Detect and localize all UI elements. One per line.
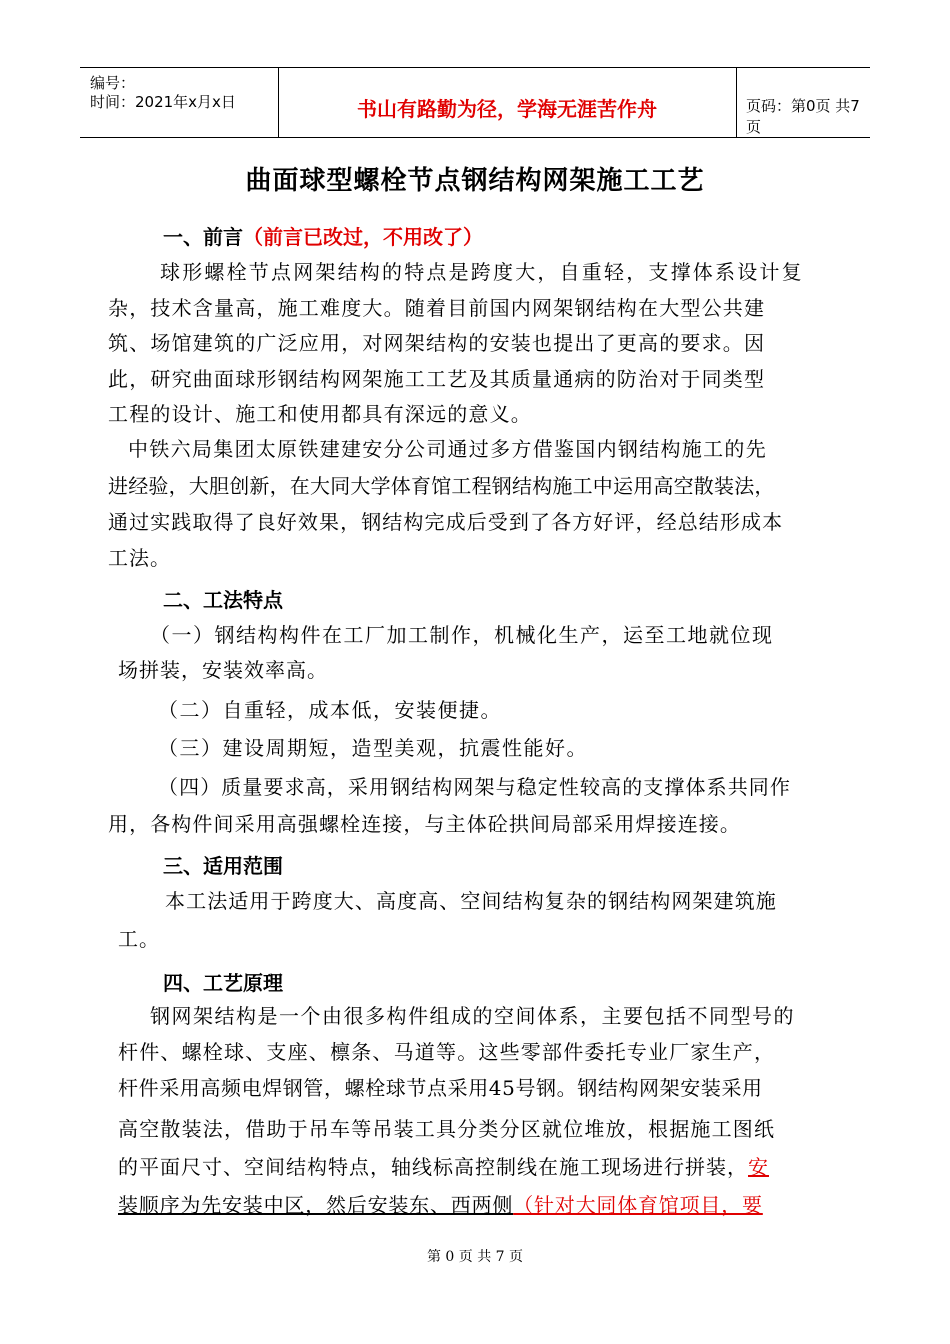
- section-heading-principle: 四、工艺原理: [163, 971, 283, 995]
- line-text: 的平面尺寸、空间结构特点，轴线标高控制线在施工现场进行拼装，: [118, 1155, 748, 1179]
- header-motto-cell: [278, 68, 737, 137]
- paragraph-line: （二）自重轻，成本低，安装便捷。: [158, 698, 502, 722]
- header-page-info: 页码：第0页 共7页: [746, 97, 860, 136]
- paragraph-line: 筑、场馆建筑的广泛应用，对网架结构的安装也提出了更高的要求。因: [108, 331, 766, 355]
- paragraph-line: 高空散装法，借助于吊车等吊装工具分类分区就位堆放，根据施工图纸: [118, 1117, 776, 1141]
- header-page-cell: [736, 68, 870, 137]
- paragraph-line: （四）质量要求高，采用钢结构网架与稳定性较高的支撑体系共同作: [158, 775, 791, 799]
- paragraph-line: 场拼装，安装效率高。: [118, 658, 328, 682]
- section-heading-intro: [163, 221, 483, 250]
- paragraph-line: 工法。: [108, 546, 171, 570]
- time-label: 时间：2021年x月x日: [90, 93, 236, 111]
- paragraph-line: 进经验，大胆创新，在大同大学体育馆工程钢结构施工中运用高空散装法，: [108, 474, 775, 498]
- paragraph-line: 工程的设计、施工和使用都具有深远的意义。: [108, 402, 532, 426]
- section-note: （前言已改过，不用改了）: [243, 225, 483, 249]
- highlighted-text: 安: [748, 1155, 769, 1179]
- paragraph-line: 中铁六局集团太原铁建建安分公司通过多方借鉴国内钢结构施工的先: [128, 437, 767, 461]
- page-footer: 第 0 页 共 7 页: [426, 1249, 524, 1265]
- highlighted-text: （针对大同体育馆项目，要: [513, 1193, 763, 1217]
- header-meta-cell: [80, 68, 279, 137]
- section-heading-text: 一、前言: [163, 225, 243, 249]
- paragraph-line: 杆件采用高频电焊钢管，螺栓球节点采用45号钢。钢结构网架安装采用: [118, 1076, 763, 1100]
- paragraph-line: 用，各构件间采用高强螺栓连接，与主体砼拱间局部采用焊接连接。: [108, 812, 741, 836]
- paragraph-line: 此，研究曲面球形钢结构网架施工工艺及其质量通病的防治对于同类型: [108, 367, 766, 391]
- paragraph-line: 本工法适用于跨度大、高度高、空间结构复杂的钢结构网架建筑施: [165, 889, 777, 913]
- paragraph-line: 杆件、螺栓球、支座、檩条、马道等。这些零部件委托专业厂家生产，: [118, 1040, 776, 1064]
- underlined-text: 装顺序为先安装中区，然后安装东、西两侧: [118, 1193, 514, 1217]
- section-heading-scope: 三、适用范围: [163, 854, 283, 878]
- paragraph-line: （三）建设周期短，造型美观，抗震性能好。: [158, 736, 588, 760]
- paragraph-line: 通过实践取得了良好效果，钢结构完成后受到了各方好评，经总结形成本: [108, 510, 784, 534]
- document-title: 曲面球型螺栓节点钢结构网架施工工艺: [245, 166, 705, 196]
- paragraph-line: 杂，技术含量高，施工难度大。随着目前国内网架钢结构在大型公共建: [108, 296, 766, 320]
- document-header: [80, 67, 870, 138]
- paragraph-line: [118, 1191, 763, 1219]
- paragraph-line: [118, 1153, 769, 1181]
- paragraph-line: 工。: [118, 927, 160, 951]
- header-motto: 书山有路勤为径，学海无涯苦作舟: [357, 97, 657, 121]
- paragraph-line: 球形螺栓节点网架结构的特点是跨度大，自重轻，支撑体系设计复: [160, 260, 804, 284]
- paragraph-line: （一）钢结构构件在工厂加工制作，机械化生产，运至工地就位现: [150, 623, 774, 647]
- number-label: 编号：: [90, 74, 136, 92]
- paragraph-line: 钢网架结构是一个由很多构件组成的空间体系，主要包括不同型号的: [150, 1004, 795, 1028]
- section-heading-features: 二、工法特点: [163, 588, 283, 612]
